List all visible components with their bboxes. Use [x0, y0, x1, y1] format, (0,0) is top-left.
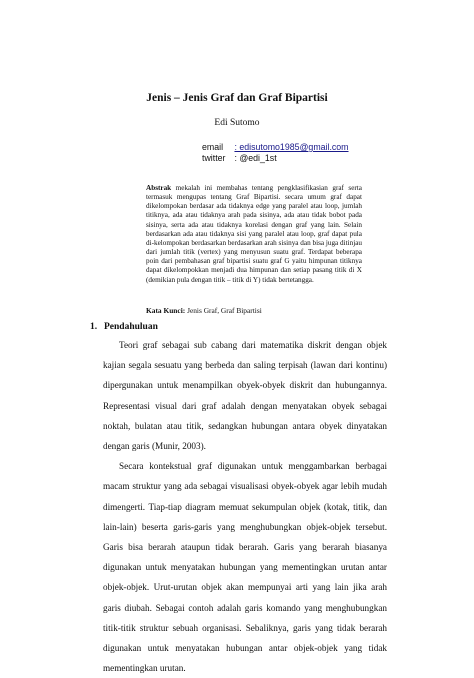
abstract-text: mekalah ini membahas tentang pengklasifikasian graf serta termasuk mengupas tentang Graf Bipartisi. secara umum graf dapat dikelompokan berdasar ada tidaknya edge yang paralel atau loop, jumlah titiknya, ada atau tidaknya arah pada sisinya, ada atau tidak bobot pada sisinya, serta ada atau tidaknya korelasi dengan graf yang lain. Selain berdasarkan ada atau tidaknya sisi yang paralel atau loop, graf dapat pula di-kelompokan berdasarkan berdasarkan arah sisinya dan bisa juga ditinjau dari jumlah titik (vertex) yang menyusun suatu graf. Terdapat beberapa poin dari pembahasan graf bipartisi suatu graf G yaitu himpunan titiknya dapat dikelompokkan menjadi dua himpunan dan setiap pasang titik di X (demikian pula dengan titik – titik di Y) tidak bertetangga.: [146, 184, 362, 284]
email-label: email: [202, 142, 224, 152]
twitter-handle: : @edi_1st: [234, 153, 277, 163]
contact-block: [202, 142, 349, 164]
paragraph-2: Secara kontekstual graf digunakan untuk menggambarkan berbagai macam struktur yang ada sebagai visualisasi obyek-obyek agar lebih mudah dimengerti. Tiap-tiap diagram memuat sekumpulan objek (kotak, titik, dan lain-lain) beserta garis-garis yang menghubungkan objek-objek tersebut. Garis bisa berarah ataupun tidak berarah. Garis yang berarah biasanya digunakan untuk menyatakan hubungan yang mementingkan urutan antar objek-objek. Urut-urutan objek akan mempunyai arti yang lain jika arah garis diubah. Sebagai contoh adalah garis komando yang menghubungkan titik-titik struktur sebuah organisasi. Sebaliknya, garis yang tidak berarah digunakan untuk menyatakan hubungan antar objek-objek yang tidak mementingkan urutan.: [103, 461, 387, 674]
section-heading: [90, 322, 158, 332]
body-text: [103, 335, 387, 678]
email-row: [202, 142, 349, 153]
keywords-label: Kata Kunci:: [146, 306, 186, 315]
section-number: 1.: [90, 322, 98, 332]
keywords-text: Jenis Graf, Graf Bipartisi: [185, 306, 262, 315]
abstract-label: Abstrak: [146, 184, 172, 192]
abstract-block: [146, 184, 362, 285]
section-title: Pendahuluan: [104, 322, 158, 332]
paper-title: Jenis – Jenis Graf dan Graf Bipartisi: [146, 92, 328, 104]
keywords-line: [146, 306, 386, 315]
author-name: Edi Sutomo: [214, 118, 260, 128]
email-link[interactable]: : edisutomo1985@gmail.com: [234, 142, 349, 152]
twitter-label: twitter: [202, 153, 226, 163]
paragraph-1: Teori graf sebagai sub cabang dari matematika diskrit dengan objek kajian segala sesuatu yang berbeda dan saling terpisah (lawan dari kontinu) dipergunakan untuk menampilkan obyek-obyek diskrit dan hubungannya. Representasi visual dari graf adalah dengan menyatakan obyek sebagai noktah, bulatan atau titik, sedangkan hubungan antara obyek dinyatakan dengan garis (Munir, 2003).: [103, 340, 387, 452]
twitter-row: [202, 153, 349, 164]
